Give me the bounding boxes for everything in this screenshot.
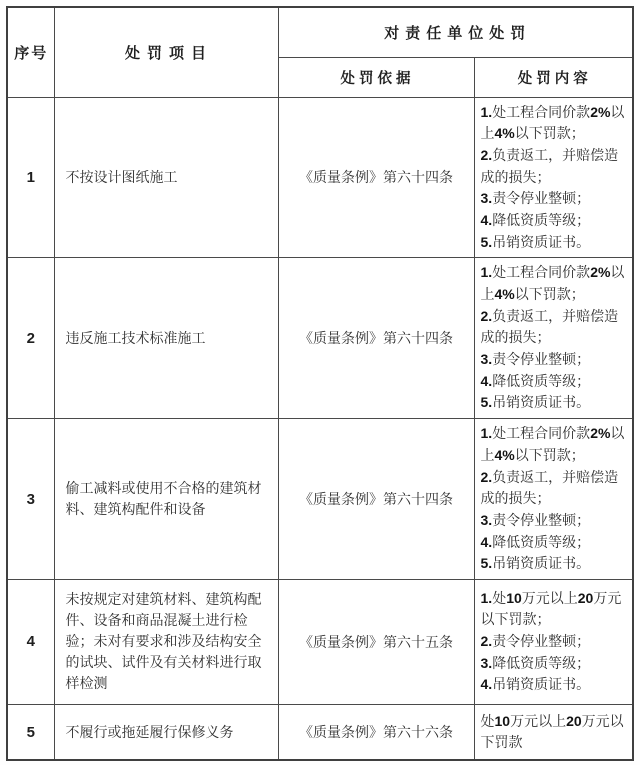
cell-basis: 《质量条例》第六十四条 [278,419,474,580]
header-content: 处罚内容 [474,57,633,97]
table-body [7,97,633,760]
header-serial: 序号 [7,7,54,97]
cell-content [474,419,633,580]
penalty-line: 2.负责返工，并赔偿造成的损失； [480,468,619,507]
table-header [7,7,633,97]
cell-item: 偷工减料或使用不合格的建筑材料、建筑构配件和设备 [54,419,278,580]
cell-serial: 1 [7,97,54,258]
cell-content [474,704,633,760]
penalty-line: 4.降低资质等级； [480,372,591,389]
cell-serial: 2 [7,258,54,419]
header-basis: 处罚依据 [278,57,474,97]
penalty-line: 处10万元以上20万元以下罚款 [480,712,624,751]
penalty-line: 1.处工程合同价款2%以上4%以下罚款； [480,425,625,463]
cell-serial: 4 [7,579,54,704]
cell-basis: 《质量条例》第六十五条 [278,579,474,704]
penalty-line: 1.处工程合同价款2%以上4%以下罚款； [480,264,625,302]
cell-serial: 5 [7,704,54,760]
penalty-line: 3.降低资质等级； [480,654,591,671]
cell-content [474,258,633,419]
penalty-line: 5.吊销资质证书。 [480,555,591,572]
cell-basis: 《质量条例》第六十四条 [278,97,474,258]
table-row [7,419,633,580]
penalty-line: 1.处工程合同价款2%以上4%以下罚款； [480,103,625,142]
penalty-line: 2.负责返工，并赔偿造成的损失； [480,307,619,346]
penalty-line: 5.吊销资质证书。 [480,394,591,411]
cell-item: 违反施工技术标准施工 [54,258,278,419]
header-item: 处罚项目 [54,7,278,97]
penalty-line: 4.吊销资质证书。 [480,676,591,693]
penalty-line: 3.责令停业整顿； [480,190,591,207]
table-row [7,97,633,258]
cell-content [474,97,633,258]
penalty-line: 1.处10万元以上20万元以下罚款； [480,589,622,628]
penalty-line: 3.责令停业整顿； [480,511,591,528]
penalty-table [6,6,634,761]
cell-item: 未按规定对建筑材料、建筑构配件、设备和商品混凝土进行检验；未对有要求和涉及结构安全的试块、试件及有关材料进行取样检测 [54,579,278,704]
cell-item: 不按设计图纸施工 [54,97,278,258]
cell-serial: 3 [7,419,54,580]
penalty-line: 5.吊销资质证书。 [480,233,591,250]
table-row [7,579,633,704]
cell-basis: 《质量条例》第六十四条 [278,258,474,419]
table-row [7,704,633,760]
cell-item: 不履行或拖延履行保修义务 [54,704,278,760]
header-group: 对责任单位处罚 [278,7,633,57]
penalty-line: 4.降低资质等级； [480,211,591,228]
cell-basis: 《质量条例》第六十六条 [278,704,474,760]
penalty-line: 2.负责返工，并赔偿造成的损失； [480,146,619,185]
penalty-line: 4.降低资质等级； [480,533,591,550]
penalty-line: 3.责令停业整顿； [480,351,591,368]
penalty-line: 2.责令停业整顿； [480,633,591,650]
table-row [7,258,633,419]
cell-content [474,579,633,704]
